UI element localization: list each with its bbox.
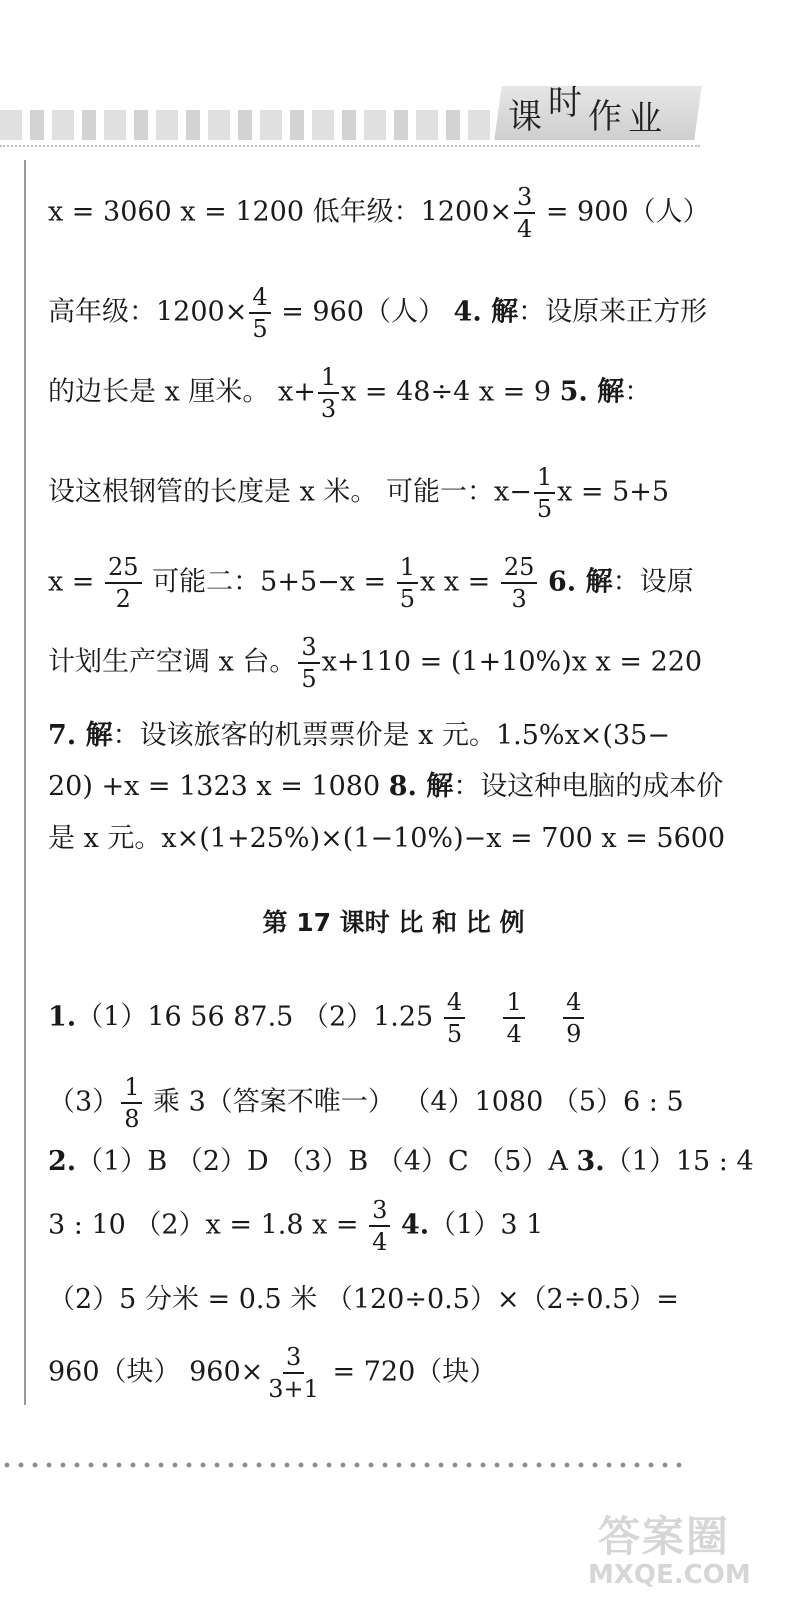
header-rule: [0, 145, 700, 147]
numerator: 3: [514, 185, 535, 214]
fraction: [105, 555, 142, 611]
question-number: 1.: [48, 1001, 77, 1033]
question-number: 8. 解: [388, 771, 454, 802]
answer-line: [48, 285, 707, 341]
text: 可能二：5+5−x =: [143, 566, 395, 598]
numerator: 1: [503, 990, 524, 1019]
text: [392, 1210, 401, 1241]
text: 计划生产空调 x 台。: [48, 646, 297, 678]
text: ：设原: [612, 566, 694, 598]
denominator: 8: [124, 1105, 140, 1133]
denominator: 4: [372, 1228, 388, 1256]
text: = 960（人）: [272, 296, 454, 328]
text: ：设这种电脑的成本价: [453, 771, 724, 802]
numerator: 3: [298, 635, 319, 664]
answer-line: [48, 1198, 543, 1254]
numerator: 1: [121, 1075, 142, 1104]
denominator: 3: [320, 395, 337, 423]
text: x =: [48, 566, 104, 598]
text: （1）B （2）D （3）B （4）C （5）A: [76, 1146, 577, 1177]
answer-line: [48, 365, 651, 421]
header-title: [508, 83, 662, 139]
numerator: 1: [534, 465, 555, 494]
answer-line: [48, 555, 694, 611]
answer-line: [48, 722, 670, 749]
header-char: 作: [588, 97, 622, 137]
answer-line: [48, 185, 710, 241]
fraction: [249, 285, 270, 341]
footer-dots: [0, 1458, 690, 1472]
header-char: 业: [628, 99, 662, 139]
answer-line: [48, 1075, 684, 1131]
text: （3）: [48, 1086, 120, 1118]
question-number: 4. 解: [453, 296, 519, 328]
section-title: 第 17 课时 比 和 比 例: [262, 908, 525, 937]
text: = 720（块）: [323, 1356, 497, 1388]
text: （1）15 : 4: [604, 1146, 754, 1177]
fraction: [501, 555, 538, 611]
text: 960（块） 960×: [48, 1356, 264, 1388]
denominator: 9: [566, 1020, 582, 1048]
fraction: [444, 990, 465, 1046]
margin-rule: [24, 160, 26, 1405]
answer-line: [48, 1148, 754, 1175]
denominator: 3+1: [268, 1375, 319, 1403]
answer-line: [48, 465, 669, 521]
watermark-url: MXQE.COM: [588, 1560, 751, 1590]
answer-line: [48, 1345, 496, 1401]
fraction: [369, 1198, 390, 1254]
text: 3 : 10 （2）x = 1.8 x =: [48, 1209, 368, 1241]
fraction: [534, 465, 555, 521]
watermark-text: 答案圈: [598, 1512, 731, 1561]
question-number: 6. 解: [548, 566, 613, 598]
header-char: 时: [548, 83, 582, 123]
question-number: 5. 解: [559, 376, 625, 408]
question-number: 7. 解: [48, 720, 113, 751]
numerator: 4: [444, 990, 465, 1019]
answer-line: [48, 635, 702, 691]
denominator: 3: [511, 585, 527, 613]
fraction: [318, 365, 339, 421]
fraction: [121, 1075, 142, 1131]
fraction: [514, 185, 535, 241]
watermark-logo: [578, 1500, 778, 1600]
text: （1）16 56 87.5 （2）1.25: [76, 1001, 442, 1033]
numerator: 4: [563, 990, 584, 1019]
fraction: [563, 990, 584, 1046]
text: ：设原来正方形: [518, 296, 708, 328]
numerator: 4: [249, 285, 270, 314]
text: 乘 3（答案不唯一） （4）1080 （5）6 : 5: [144, 1086, 684, 1118]
numerator: 3: [283, 1345, 304, 1374]
text: （2）5 分米 = 0.5 米 （120÷0.5）×（2÷0.5）=: [48, 1284, 679, 1315]
answer-line: [48, 1286, 679, 1313]
denominator: 5: [536, 495, 553, 523]
answer-line: [48, 773, 723, 800]
numerator: 3: [369, 1198, 390, 1227]
answer-line: [48, 990, 586, 1046]
text: = 900（人）: [537, 196, 710, 228]
fraction: [265, 1345, 322, 1401]
text: [539, 567, 548, 598]
question-number: 4.: [400, 1209, 430, 1241]
text: x+110 = (1+10%)x x = 220: [321, 646, 703, 678]
text: 设这根钢管的长度是 x 米。 可能一：x−: [48, 476, 532, 508]
denominator: 5: [446, 1020, 463, 1048]
text: x = 48÷4 x = 9: [341, 376, 560, 408]
denominator: 5: [399, 585, 416, 613]
question-number: 3.: [576, 1146, 605, 1177]
text: 是 x 元。x×(1+25%)×(1−10%)−x = 700 x = 5600: [48, 823, 726, 854]
text: x = 5+5: [557, 476, 670, 508]
numerator: 25: [501, 555, 538, 584]
text: 高年级：1200×: [48, 296, 248, 328]
question-number: 2.: [48, 1146, 77, 1177]
text: ：: [624, 376, 652, 408]
denominator: 4: [506, 1020, 522, 1048]
denominator: 4: [516, 215, 533, 243]
text: （1）3 1: [429, 1209, 544, 1241]
numerator: 25: [105, 555, 142, 584]
text: 20) +x = 1323 x = 1080: [48, 771, 389, 802]
fraction: [503, 990, 524, 1046]
numerator: 1: [318, 365, 339, 394]
text: 的边长是 x 厘米。 x+: [48, 376, 316, 408]
text: ：设该旅客的机票票价是 x 元。1.5%x×(35−: [112, 720, 670, 751]
denominator: 5: [252, 315, 268, 343]
numerator: 1: [397, 555, 418, 584]
fraction: [397, 555, 418, 611]
denominator: 2: [115, 585, 131, 613]
header-char: 课: [508, 97, 542, 137]
answer-line: [48, 825, 725, 852]
text: x x =: [420, 566, 499, 598]
denominator: 5: [301, 665, 317, 693]
text: x = 3060 x = 1200 低年级：1200×: [48, 196, 512, 228]
fraction: [298, 635, 319, 691]
